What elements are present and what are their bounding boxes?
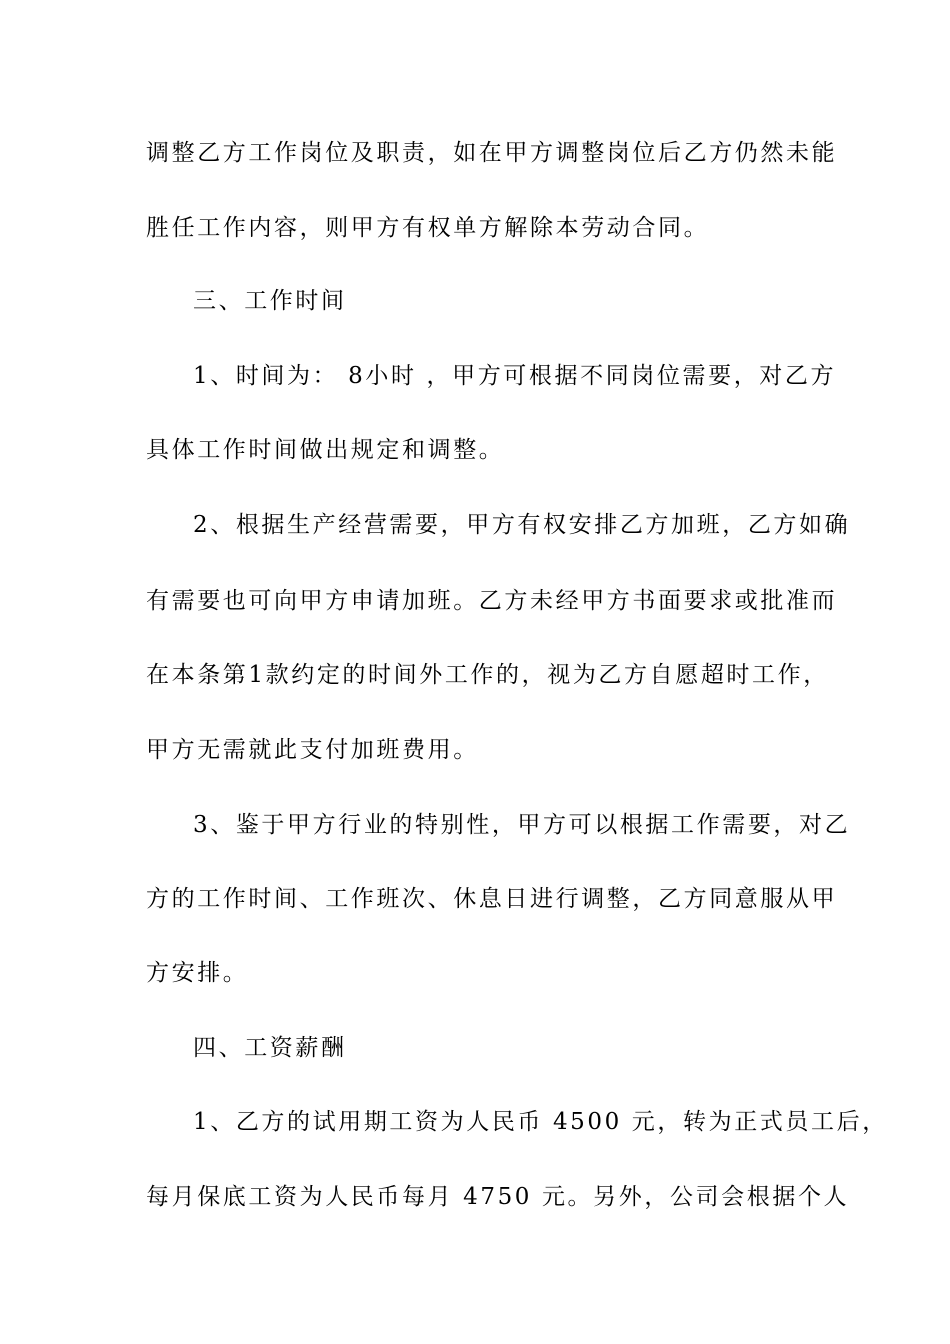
text-line: 胜任工作内容，则甲方有权单方解除本劳动合同。 — [146, 215, 710, 241]
text-line: 2、根据生产经营需要，甲方有权安排乙方加班，乙方如确 — [193, 512, 851, 538]
text-line: 3、鉴于甲方行业的特别性，甲方可以根据工作需要，对乙 — [193, 812, 851, 838]
section-heading: 四、工资薪酬 — [193, 1035, 347, 1061]
text-line: 方安排。 — [146, 960, 249, 986]
text-line: 具体工作时间做出规定和调整。 — [146, 437, 505, 463]
text-line: 1、乙方的试用期工资为人民币 4500 元，转为正式员工后， — [193, 1109, 888, 1135]
text-line: 有需要也可向甲方申请加班。乙方未经甲方书面要求或批准而 — [146, 588, 838, 614]
text-line: 甲方无需就此支付加班费用。 — [146, 737, 479, 763]
text-line: 调整乙方工作岗位及职责，如在甲方调整岗位后乙方仍然未能 — [146, 140, 838, 166]
text-line: 1、时间为： 8小时 ，甲方可根据不同岗位需要，对乙方 — [193, 363, 837, 389]
text-line: 方的工作时间、工作班次、休息日进行调整，乙方同意服从甲 — [146, 886, 838, 912]
section-heading: 三、工作时间 — [193, 288, 347, 314]
text-line: 在本条第1款约定的时间外工作的，视为乙方自愿超时工作， — [146, 662, 829, 688]
text-line: 每月保底工资为人民币每月 4750 元。另外，公司会根据个人 — [146, 1184, 850, 1210]
